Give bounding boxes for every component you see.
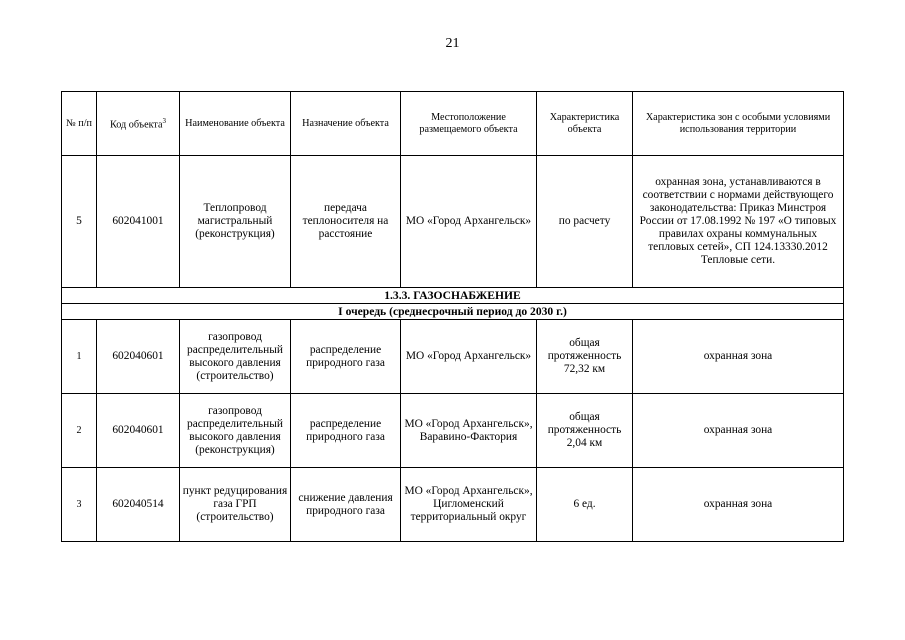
cell-characteristic: общая протяженность 2,04 км xyxy=(537,394,633,468)
cell-location: МО «Город Архангельск», Варавино-Фактория xyxy=(401,394,537,468)
cell-purpose: передача теплоносителя на расстояние xyxy=(291,156,401,288)
subsection-title: I очередь (среднесрочный период до 2030 г.) xyxy=(62,304,844,320)
cell-purpose: снижение давления природного газа xyxy=(291,468,401,542)
cell-location: МО «Город Архангельск», Цигломенский территориальный округ xyxy=(401,468,537,542)
cell-code: 602040601 xyxy=(97,320,180,394)
cell-num: 1 xyxy=(62,320,97,394)
cell-zone: охранная зона xyxy=(633,320,844,394)
cell-code: 602040514 xyxy=(97,468,180,542)
table-row xyxy=(62,468,844,542)
cell-name: газопровод распределительный высокого давления (реконструкция) xyxy=(180,394,291,468)
header-location: Местоположение размещаемого объекта xyxy=(401,92,537,156)
cell-characteristic: общая протяженность 72,32 км xyxy=(537,320,633,394)
cell-zone: охранная зона xyxy=(633,468,844,542)
table-header-row xyxy=(62,92,844,156)
section-title: 1.3.3. ГАЗОСНАБЖЕНИЕ xyxy=(62,288,844,304)
subsection-row xyxy=(62,304,844,320)
cell-zone: охранная зона xyxy=(633,394,844,468)
cell-num: 3 xyxy=(62,468,97,542)
cell-characteristic: по расчету xyxy=(537,156,633,288)
header-characteristic: Характеристика объекта xyxy=(537,92,633,156)
cell-location: МО «Город Архангельск» xyxy=(401,156,537,288)
header-num: № п/п xyxy=(62,92,97,156)
section-row xyxy=(62,288,844,304)
cell-characteristic: 6 ед. xyxy=(537,468,633,542)
cell-purpose: распределение природного газа xyxy=(291,394,401,468)
page-number: 21 xyxy=(445,36,460,51)
header-code xyxy=(97,92,180,156)
cell-num: 5 xyxy=(62,156,97,288)
cell-purpose: распределение природного газа xyxy=(291,320,401,394)
header-zone: Характеристика зон с особыми условиями использования территории xyxy=(633,92,844,156)
footnote-ref: 3 xyxy=(162,117,167,126)
cell-code: 602040601 xyxy=(97,394,180,468)
cell-name: пункт редуцирования газа ГРП (строительство) xyxy=(180,468,291,542)
table-row xyxy=(62,394,844,468)
cell-name: Теплопровод магистральный (реконструкция) xyxy=(180,156,291,288)
cell-location: МО «Город Архангельск» xyxy=(401,320,537,394)
table-row xyxy=(62,156,844,288)
cell-zone: охранная зона, устанавливаются в соответствии с нормами действующего законодательства: Приказ Минстроя России от 17.08.1992 № 197 «О типовых правилах охраны коммунальных тепловых сетей», СП 124.13330.2012 Тепловые сети. xyxy=(633,156,844,288)
table-row xyxy=(62,320,844,394)
cell-num: 2 xyxy=(62,394,97,468)
cell-name: газопровод распределительный высокого давления (строительство) xyxy=(180,320,291,394)
objects-table xyxy=(61,91,844,542)
header-name: Наименование объекта xyxy=(180,92,291,156)
header-purpose: Назначение объекта xyxy=(291,92,401,156)
header-code-text: Код объекта xyxy=(109,119,163,131)
cell-code: 602041001 xyxy=(97,156,180,288)
